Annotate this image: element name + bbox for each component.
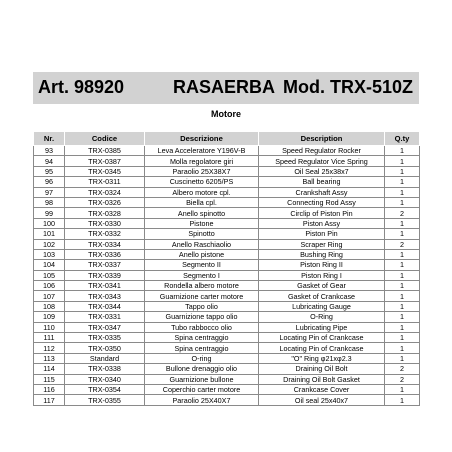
cell-description: Crankshaft Assy: [259, 187, 385, 197]
cell-descrizione: Rondella albero motore: [145, 281, 259, 291]
cell-codice: TRX-0345: [65, 166, 145, 176]
cell-descrizione: Spina centraggio: [145, 343, 259, 353]
cell-description: Lubricating Pipe: [259, 322, 385, 332]
cell-qty: 1: [385, 353, 420, 363]
section-title: Motore: [211, 109, 241, 119]
cell-qty: 2: [385, 374, 420, 384]
cell-codice: TRX-0350: [65, 343, 145, 353]
cell-nr: 96: [34, 177, 65, 187]
cell-nr: 104: [34, 260, 65, 270]
cell-description: Locating Pin of Crankcase: [259, 343, 385, 353]
cell-nr: 106: [34, 281, 65, 291]
cell-description: Connecting Rod Assy: [259, 197, 385, 207]
table-row: [34, 146, 420, 156]
cell-codice: TRX-0341: [65, 281, 145, 291]
table-row: [34, 218, 420, 228]
cell-qty: 1: [385, 270, 420, 280]
cell-descrizione: Guarnizione bullone: [145, 374, 259, 384]
cell-qty: 1: [385, 249, 420, 259]
table-row: [34, 312, 420, 322]
cell-description: Circlip of Piston Pin: [259, 208, 385, 218]
cell-codice: TRX-0344: [65, 301, 145, 311]
cell-qty: 1: [385, 146, 420, 156]
cell-descrizione: Paraolio 25X40X7: [145, 395, 259, 405]
cell-nr: 112: [34, 343, 65, 353]
cell-qty: 1: [385, 166, 420, 176]
table-row: [34, 239, 420, 249]
cell-descrizione: Spina centraggio: [145, 333, 259, 343]
cell-nr: 105: [34, 270, 65, 280]
table-row: [34, 343, 420, 353]
cell-qty: 1: [385, 156, 420, 166]
cell-qty: 1: [385, 333, 420, 343]
cell-codice: TRX-0355: [65, 395, 145, 405]
cell-nr: 108: [34, 301, 65, 311]
cell-qty: 1: [385, 281, 420, 291]
table-row: [34, 270, 420, 280]
cell-nr: 114: [34, 364, 65, 374]
cell-nr: 109: [34, 312, 65, 322]
cell-codice: TRX-0338: [65, 364, 145, 374]
cell-codice: TRX-0354: [65, 384, 145, 394]
cell-qty: 1: [385, 177, 420, 187]
cell-qty: 1: [385, 229, 420, 239]
cell-description: Bushing Ring: [259, 249, 385, 259]
table-row: [34, 229, 420, 239]
table-row: [34, 197, 420, 207]
cell-descrizione: Leva Acceleratore Y196V-B: [145, 146, 259, 156]
cell-descrizione: Segmento II: [145, 260, 259, 270]
table-body: [34, 146, 420, 406]
cell-qty: 1: [385, 312, 420, 322]
table-row: [34, 333, 420, 343]
cell-nr: 117: [34, 395, 65, 405]
cell-codice: TRX-0347: [65, 322, 145, 332]
table-row: [34, 384, 420, 394]
cell-description: Crankcase Cover: [259, 384, 385, 394]
cell-qty: 1: [385, 301, 420, 311]
table-row: [34, 364, 420, 374]
cell-description: Gasket of Crankcase: [259, 291, 385, 301]
cell-descrizione: Segmento I: [145, 270, 259, 280]
cell-descrizione: Guarnizione carter motore: [145, 291, 259, 301]
cell-nr: 107: [34, 291, 65, 301]
cell-qty: 1: [385, 260, 420, 270]
cell-description: Draining Oil Bolt Gasket: [259, 374, 385, 384]
table-row: [34, 187, 420, 197]
table-row: [34, 301, 420, 311]
table-row: [34, 177, 420, 187]
cell-nr: 99: [34, 208, 65, 218]
cell-description: Oil seal 25x40x7: [259, 395, 385, 405]
cell-codice: TRX-0311: [65, 177, 145, 187]
cell-description: Piston Pin: [259, 229, 385, 239]
cell-descrizione: Tubo rabbocco olio: [145, 322, 259, 332]
cell-nr: 98: [34, 197, 65, 207]
cell-qty: 1: [385, 384, 420, 394]
cell-qty: 1: [385, 218, 420, 228]
cell-description: Piston Assy: [259, 218, 385, 228]
cell-descrizione: Albero motore cpl.: [145, 187, 259, 197]
cell-codice: TRX-0385: [65, 146, 145, 156]
table-row: [34, 166, 420, 176]
cell-codice: TRX-0331: [65, 312, 145, 322]
cell-nr: 93: [34, 146, 65, 156]
column-header-qty: Q.ty: [385, 132, 420, 146]
cell-codice: TRX-0337: [65, 260, 145, 270]
cell-qty: 2: [385, 239, 420, 249]
cell-codice: TRX-0334: [65, 239, 145, 249]
cell-description: Draining Oil Bolt: [259, 364, 385, 374]
table-row: [34, 156, 420, 166]
cell-qty: 1: [385, 197, 420, 207]
model-number: Mod. TRX-510Z: [282, 77, 413, 97]
cell-nr: 115: [34, 374, 65, 384]
article-number: Art. 98920: [38, 77, 125, 97]
cell-qty: 2: [385, 364, 420, 374]
cell-qty: 1: [385, 322, 420, 332]
cell-nr: 102: [34, 239, 65, 249]
cell-description: Gasket of Gear: [259, 281, 385, 291]
table-row: [34, 208, 420, 218]
cell-codice: TRX-0387: [65, 156, 145, 166]
cell-codice: TRX-0332: [65, 229, 145, 239]
table-row: [34, 322, 420, 332]
cell-codice: Standard: [65, 353, 145, 363]
cell-codice: TRX-0339: [65, 270, 145, 280]
cell-description: O-Ring: [259, 312, 385, 322]
cell-nr: 116: [34, 384, 65, 394]
cell-nr: 110: [34, 322, 65, 332]
cell-descrizione: Cuscinetto 6205/PS: [145, 177, 259, 187]
cell-description: Speed Regulator Vice Spring: [259, 156, 385, 166]
table-row: [34, 374, 420, 384]
cell-codice: TRX-0343: [65, 291, 145, 301]
column-header-nr: Nr.: [34, 132, 65, 146]
table-row: [34, 260, 420, 270]
cell-nr: 94: [34, 156, 65, 166]
cell-codice: TRX-0324: [65, 187, 145, 197]
table-row: [34, 353, 420, 363]
cell-nr: 100: [34, 218, 65, 228]
column-header-codice: Codice: [65, 132, 145, 146]
document-header: [33, 72, 419, 104]
cell-nr: 103: [34, 249, 65, 259]
cell-descrizione: Coperchio carter motore: [145, 384, 259, 394]
cell-qty: 2: [385, 208, 420, 218]
cell-description: Piston Ring II: [259, 260, 385, 270]
table-row: [34, 395, 420, 405]
cell-description: Speed Regulator Rocker: [259, 146, 385, 156]
cell-codice: TRX-0328: [65, 208, 145, 218]
cell-nr: 113: [34, 353, 65, 363]
table-header-row: [34, 132, 420, 146]
cell-nr: 97: [34, 187, 65, 197]
cell-descrizione: Spinotto: [145, 229, 259, 239]
cell-description: Locating Pin of Crankcase: [259, 333, 385, 343]
column-header-descrizione: Descrizione: [145, 132, 259, 146]
cell-codice: TRX-0326: [65, 197, 145, 207]
table-row: [34, 281, 420, 291]
cell-qty: 1: [385, 291, 420, 301]
cell-descrizione: Molla regolatore giri: [145, 156, 259, 166]
cell-description: Lubricating Gauge: [259, 301, 385, 311]
cell-descrizione: Bullone drenaggio olio: [145, 364, 259, 374]
cell-nr: 111: [34, 333, 65, 343]
parts-table: [33, 131, 420, 406]
cell-descrizione: Paraolio 25X38X7: [145, 166, 259, 176]
table-row: [34, 291, 420, 301]
cell-descrizione: Pistone: [145, 218, 259, 228]
cell-codice: TRX-0330: [65, 218, 145, 228]
cell-descrizione: Anello pistone: [145, 249, 259, 259]
cell-descrizione: Anello spinotto: [145, 208, 259, 218]
cell-qty: 1: [385, 187, 420, 197]
cell-descrizione: O-ring: [145, 353, 259, 363]
cell-codice: TRX-0335: [65, 333, 145, 343]
table-row: [34, 249, 420, 259]
cell-qty: 1: [385, 395, 420, 405]
cell-description: Ball bearing: [259, 177, 385, 187]
column-header-description: Description: [259, 132, 385, 146]
cell-description: Oil Seal 25x38x7: [259, 166, 385, 176]
cell-codice: TRX-0336: [65, 249, 145, 259]
cell-description: "O" Ring φ21xφ2.3: [259, 353, 385, 363]
cell-descrizione: Anello Raschiaolio: [145, 239, 259, 249]
cell-qty: 1: [385, 343, 420, 353]
cell-nr: 101: [34, 229, 65, 239]
cell-descrizione: Guarnizione tappo olio: [145, 312, 259, 322]
cell-description: Scraper Ring: [259, 239, 385, 249]
cell-nr: 95: [34, 166, 65, 176]
cell-description: Piston Ring I: [259, 270, 385, 280]
cell-codice: TRX-0340: [65, 374, 145, 384]
cell-descrizione: Tappo olio: [145, 301, 259, 311]
product-name: RASAERBA: [173, 77, 276, 97]
cell-descrizione: Biella cpl.: [145, 197, 259, 207]
